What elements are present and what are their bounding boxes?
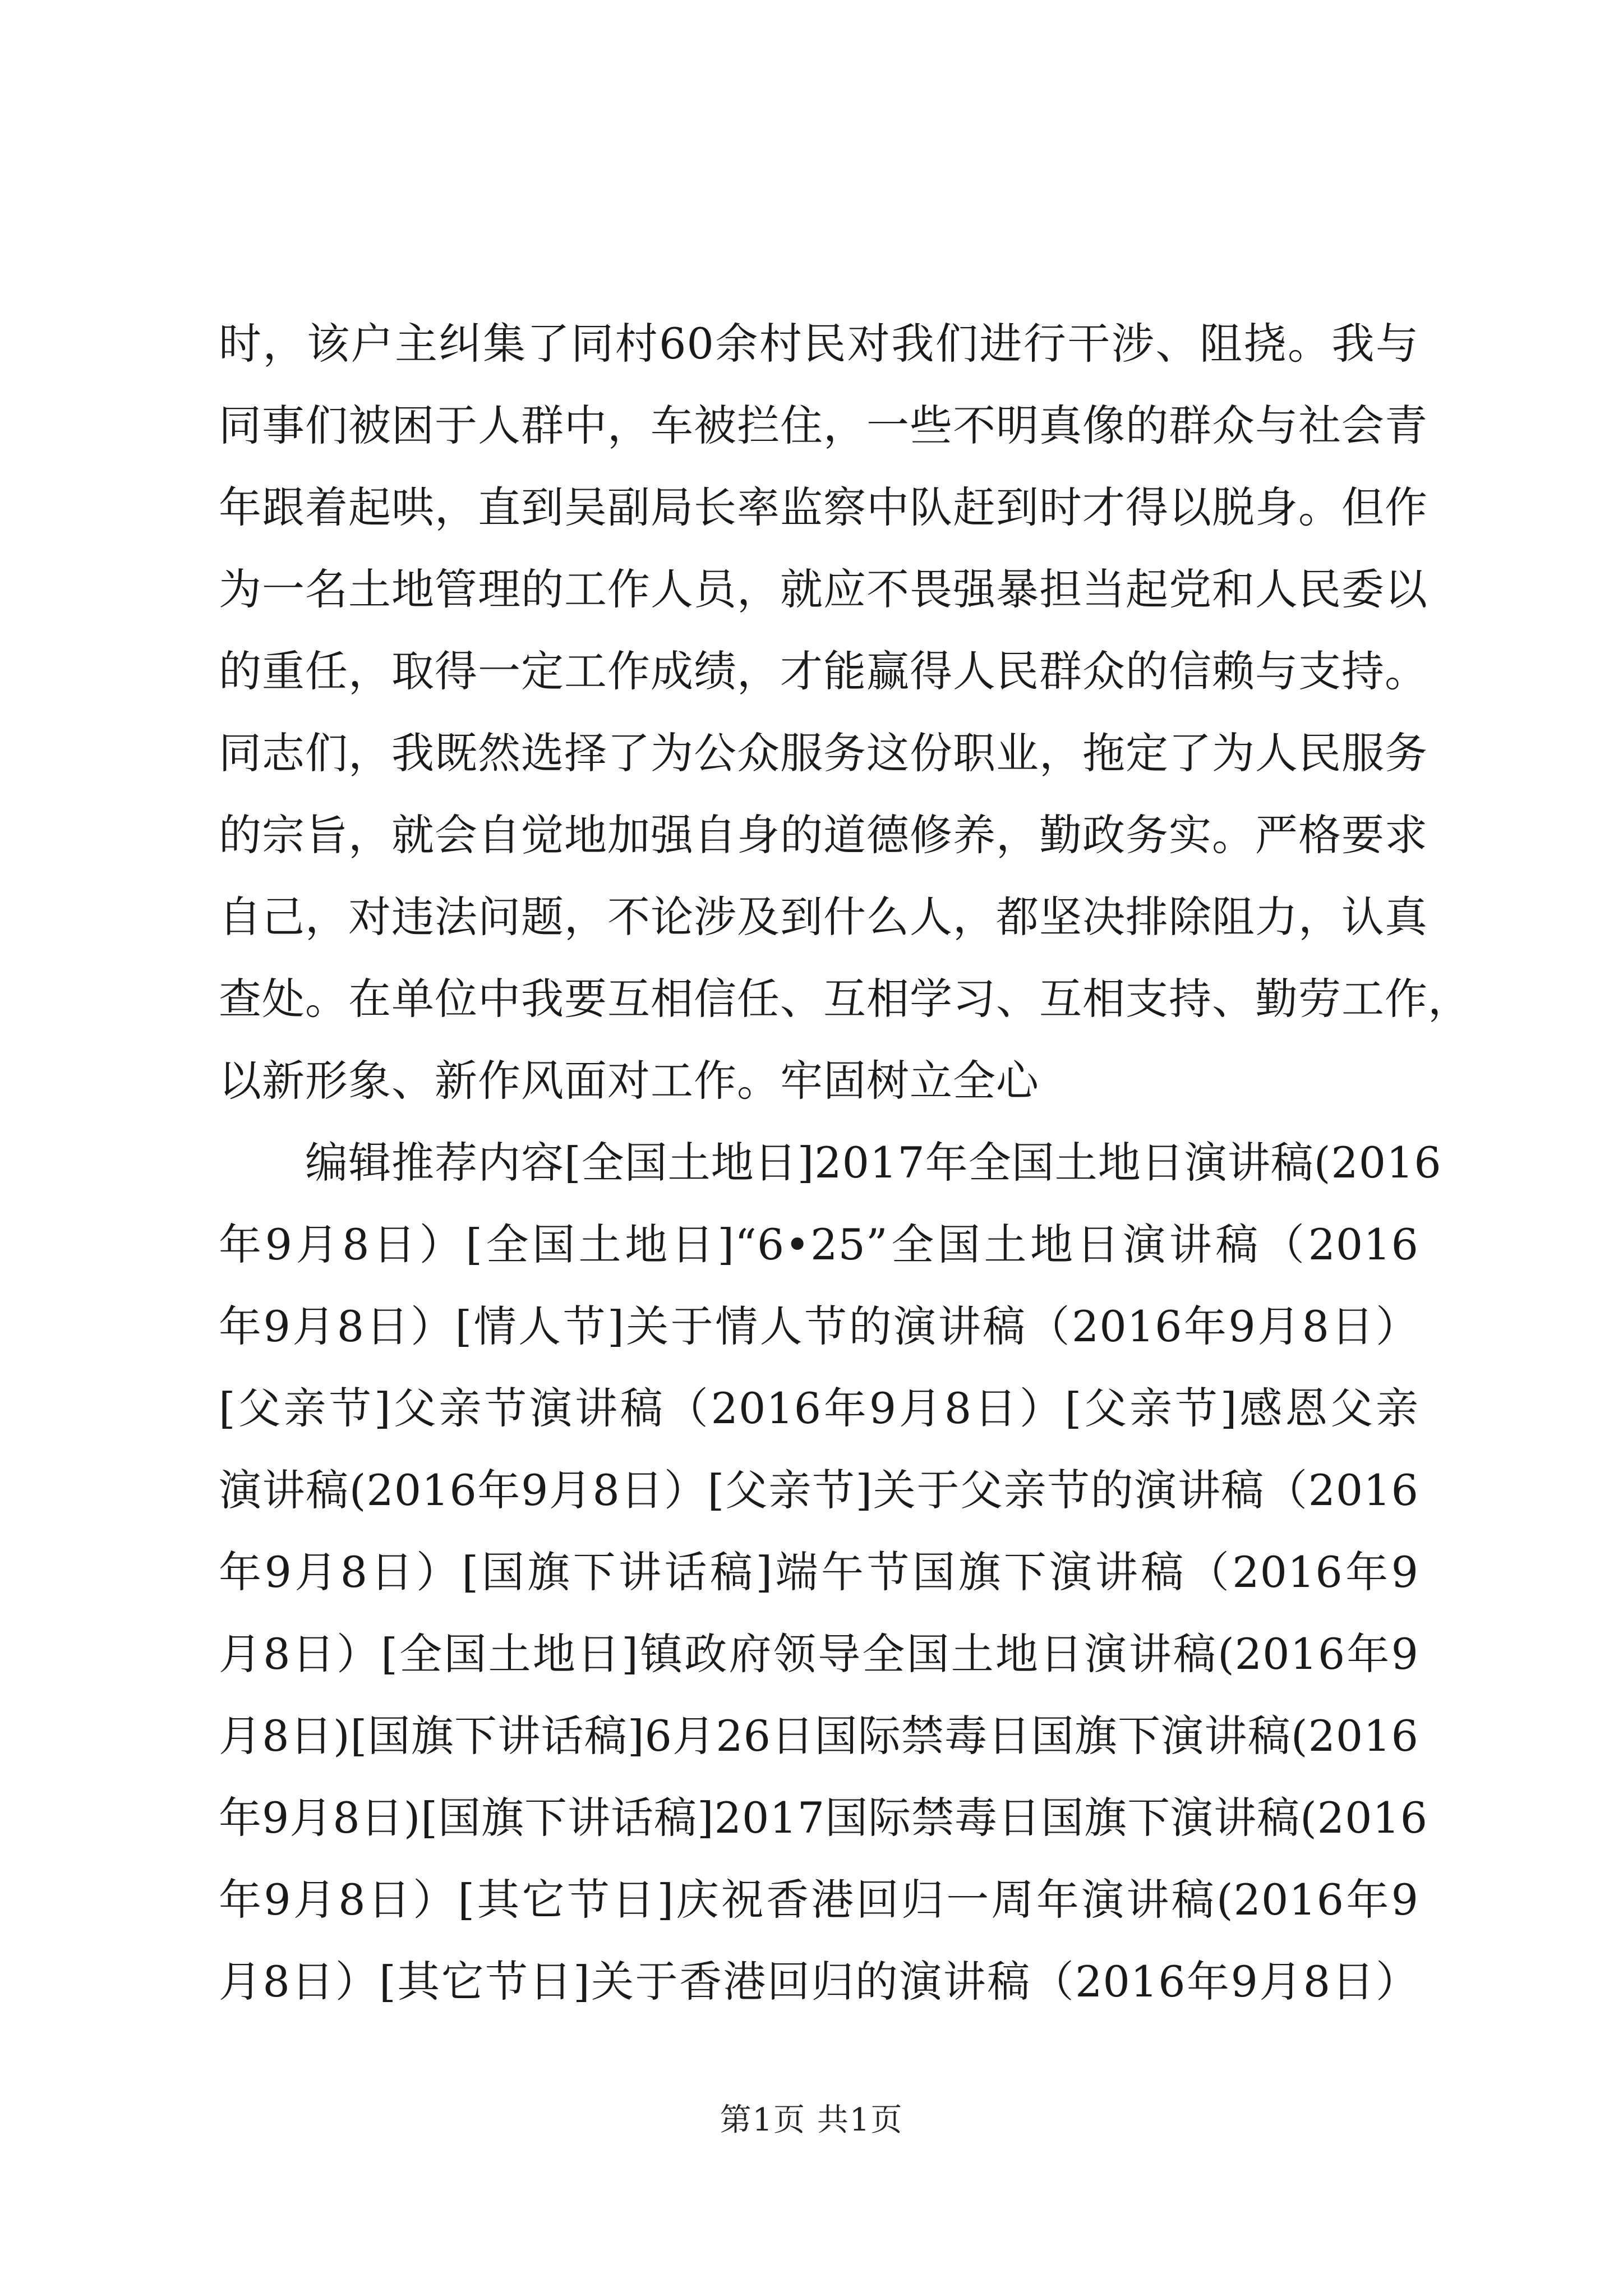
text-line: 年9月8日）[情人节]关于情人节的演讲稿（2016年9月8日） [219, 1301, 1419, 1351]
text-line: 年跟着起哄，直到吴副局长率监察中队赶到时才得以脱身。但作 [219, 482, 1428, 532]
text-line: 同事们被困于人群中，车被拦住，一些不明真像的群众与社会青 [219, 401, 1428, 450]
paragraph-2 [219, 1122, 1442, 2023]
text-line: 的宗旨，就会自觉地加强自身的道德修养，勤政务实。严格要求 [219, 810, 1428, 860]
text-line: 查处。在单位中我要互相信任、互相学习、互相支持、勤劳工作， [219, 974, 1471, 1024]
page-footer: 第1页 共1页 [720, 2102, 903, 2138]
text-line: 自己，对违法问题，不论涉及到什么人，都坚决排除阻力，认真 [219, 892, 1428, 942]
text-line: 年9月8日）[全国土地日]“6•25”全国土地日演讲稿（2016 [219, 1220, 1419, 1269]
text-line: 年9月8日）[其它节日]庆祝香港回归一周年演讲稿(2016年9 [219, 1875, 1419, 1925]
text-line: [父亲节]父亲节演讲稿（2016年9月8日）[父亲节]感恩父亲 [219, 1383, 1419, 1433]
text-line: 为一名土地管理的工作人员，就应不畏强暴担当起党和人民委以 [219, 564, 1428, 614]
text-line: 的重任，取得一定工作成绩，才能赢得人民群众的信赖与支持。 [219, 646, 1428, 696]
text-line: 演讲稿(2016年9月8日）[父亲节]关于父亲节的演讲稿（2016 [219, 1465, 1419, 1515]
text-line: 月8日)[国旗下讲话稿]6月26日国际禁毒日国旗下演讲稿(2016 [219, 1711, 1419, 1761]
text-line: 月8日）[其它节日]关于香港回归的演讲稿（2016年9月8日） [219, 1957, 1419, 2007]
text-line: 同志们，我既然选择了为公众服务这份职业，拖定了为人民服务 [219, 728, 1428, 778]
paragraph-1 [219, 303, 1471, 1122]
text-line: 年9月8日）[国旗下讲话稿]端午节国旗下演讲稿（2016年9 [219, 1547, 1419, 1597]
text-line: 编辑推荐内容[全国土地日]2017年全国土地日演讲稿(2016 [219, 1138, 1442, 1188]
text-line: 月8日）[全国土地日]镇政府领导全国土地日演讲稿(2016年9 [219, 1629, 1419, 1679]
document-body [219, 303, 1471, 2023]
text-line: 以新形象、新作风面对工作。牢固树立全心 [219, 1056, 1039, 1106]
text-line: 年9月8日)[国旗下讲话稿]2017国际禁毒日国旗下演讲稿(2016 [219, 1793, 1428, 1843]
text-line: 时，该户主纠集了同村60余村民对我们进行干涉、阻挠。我与 [219, 319, 1419, 369]
